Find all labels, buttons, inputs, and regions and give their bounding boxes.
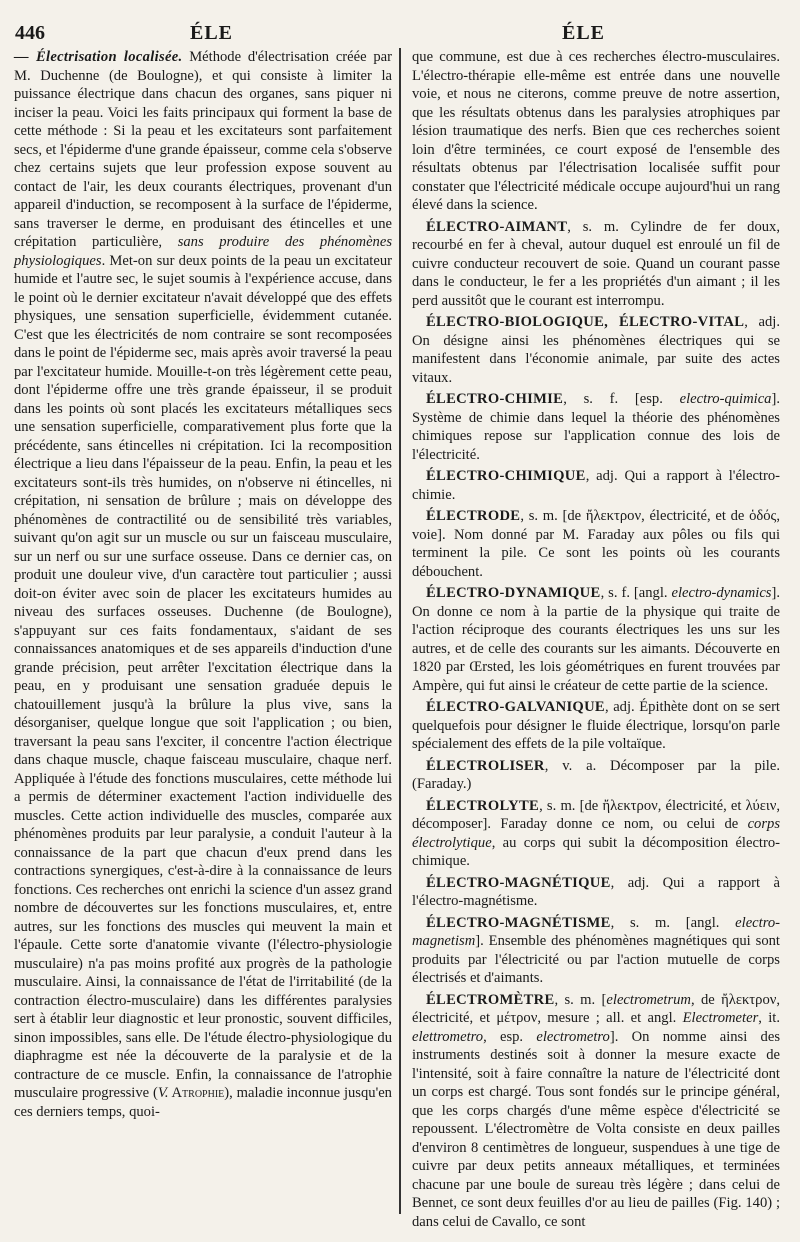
entry-electro-magnetique bbox=[412, 874, 780, 911]
cross-ref-term: Atrophie bbox=[168, 1085, 225, 1101]
definition: ]. On nomme ainsi des instruments destinés soit à donner la mesure exacte de l'intensité, soit à faire connaître la nature de l'électricité dont un corps est chargé. Tous sont fondés sur le principe général, que les corps chargés d'une même espèce d'électricité se repoussent. L'électromètre de Volta consiste en deux pailles d'environ 8 centimètres de longueur, suspendues à une tige de cuivre par deux petits anneaux métalliques, et terminées chacune par une boule de sureau très légère ; dans celui de Bennet, ce sont deux feuilles d'or au lieu de pailles (Fig. 140) ; dans celui de Cavallo, ce sont bbox=[412, 1028, 780, 1230]
definition: , s. f. [angl. bbox=[600, 585, 672, 601]
definition: , s. m. [de ἤλεκτρον, électricité, et λύειν, décomposer]. Faraday donne ce nom, ou celui de bbox=[412, 797, 780, 832]
body-text: Méthode d'électrisation créée par M. Duchenne (de Boulogne), et qui consiste à limiter la puissance électrique dans chacun des organes, sans piquer ni inciser la peau. Voici les faits principaux qui forment la base de cette méthode : Si la peau et les excitateurs sont parfaitement secs, et l'épiderme d'une grande épaisseur, comme cela s'observe chez certains sujets que leur profession expose souvent au contact de l'air, les deux courants électriques, provenant d'un appareil d'induction, se recomposent à la surface de l'épiderme, sans traverser le derme, en produisant des étincelles et une crépitation particulière, bbox=[14, 49, 392, 250]
entry-electro-galvanique bbox=[412, 698, 780, 754]
body-text: ), maladie inconnue jusqu'en ces derniers temps, quoi- bbox=[14, 1085, 392, 1120]
etymology-term: electrometro bbox=[536, 1028, 610, 1045]
entry-electrode bbox=[412, 507, 780, 581]
headword: ÉLECTRO-BIOLOGIQUE, ÉLECTRO-VITAL bbox=[426, 314, 745, 330]
headword: ÉLECTRO-CHIMIQUE bbox=[426, 468, 586, 484]
body-text: . Met-on sur deux points de la peau un excitateur humide et l'autre sec, le sujet soumis à l'expérience accuse, dans le point où le dernier excitateur n'avait développé que des effets physiques, une sensation superficielle, évidemment cutanée. C'est que les électricités de nom contraire se sont recomposées dans le point de l'épiderme sec, mais après avoir traversé la peau par l'excitateur humide. Mouille-t-on très légèrement cette peau, dont l'épiderme offre une très grande épaisseur, il se produit dans les points où sont placés les excitateurs métalliques secs une sensation superficielle, comparativement plus forte que la précédente, sans étincelles ni crépitation. Ici la recomposition électrique a lieu dans l'épaisseur de la peau. Enfin, la peau et les excitateurs sont-ils très humides, on n'observe ni étincelles, ni crépitation, ni sensation de brûlure ; mais on développe des phénomènes de contractilité ou de sensibilité très variables, suivant qu'on agit sur un muscle ou sur un faisceau musculaire, sur un nerf ou sur une surface osseuse. Dans ce dernier cas, on produit une douleur vive, d'un caractère tout particulier ; aussi doit-on éviter avec soin de placer les excitateurs humides au niveau des surfaces osseuses. Duchenne (de Boulogne), s'appuyant sur ces faits fondamentaux, s'aidant de ses connaissances anatomiques et de ses appareils d'induction d'une grande précision, peut arrêter l'excitation électrique dans la peau, en y produisant une sensation graduée depuis le chatouillement jusqu'à la brûlure la plus vive, sans la désorganiser, quelque longue que soit l'application ; ou bien, traversant la peau sans l'exciter, il concentre l'action électrique dans chaque muscle, chaque faisceau musculaire, chaque nerf. Appliquée à l'étude des fonctions musculaires, cette méthode lui a permis de déterminer exactement l'action individuelle des muscles. Cette action individuelle des muscles, comparée aux phénomènes produits par leur paralysie, a conduit l'auteur à la connaissance de la part que chacun d'eux prend dans les contractions synergiques, c'est-à-dire à la connaissance de leurs fonctions. Ces recherches ont enrichi la science d'un assez grand nombre de découvertes sur les fonctions musculaires, et, entre autres, sur les fonctions des muscles qui meuvent la main et l'épaule. Cette sorte d'anatomie vivante (l'électro-physiologie musculaire) n'a pas moins profité aux progrès de la pathologie musculaire. Ainsi, la connaissance de l'état de l'irritabilité (de la contraction électro-musculaire) dans les différentes paralysies sert à établir leur diagnostic et leur pronostic, souvent difficiles, sinon impossibles, sans elle. De l'étude électro-physiologique du diaphragme est née la découverte de la paralysie et de la contracture de ce muscle. Enfin, la connaissance de l'atrophie musculaire progressive ( bbox=[14, 252, 392, 1101]
etymology-term: elettrometro bbox=[412, 1028, 484, 1045]
etymology-term: Electrometer bbox=[682, 1010, 759, 1026]
headword: ÉLECTROLYTE bbox=[426, 797, 540, 814]
etymology-term: electro-magnetism bbox=[412, 914, 780, 949]
entry-electro-magnetisme bbox=[412, 914, 780, 988]
entry-electroliser bbox=[412, 757, 780, 794]
running-head-right: ÉLE bbox=[562, 22, 606, 44]
definition: ]. Ensemble des phénomènes magnétiques qui sont produits par l'électricité ou par l'action mutuelle de corps électrisés et d'aimants. bbox=[412, 933, 780, 986]
page-number: 446 bbox=[15, 22, 45, 44]
entry-electro-dynamique bbox=[412, 584, 780, 695]
definition: , adj. Qui a rapport à l'électro-magnétisme. bbox=[412, 874, 780, 909]
continued-text: que commune, est due à ces recherches électro-musculaires. L'électro-thérapie elle-même est entrée dans une nouvelle voie, et nous ne citerons, comme preuve de notre assertion, que les résultats obtenus dans les paralysies atrophiques par lésion traumatique des nerfs. Bien que ces recherches soient loin d'être terminées, ce court exposé de l'ensemble des résultats obtenus par l'électrisation localisée suffit pour constater que l'électricité médicale occupe aujourd'hui un rang élevé dans la science. bbox=[412, 49, 780, 213]
definition: , s. m. [angl. bbox=[610, 914, 736, 931]
headword: ÉLECTRO-MAGNÉTIQUE bbox=[426, 874, 611, 891]
entry-electro-chimique bbox=[412, 467, 780, 504]
entry-electrometre bbox=[412, 991, 780, 1232]
etymology-term: electro-quimica bbox=[679, 391, 772, 407]
definition: , esp. bbox=[483, 1028, 537, 1045]
definition: , adj. On désigne ainsi les phénomènes électriques qui se manifestent dans l'économie animale, par suite des actes vitaux. bbox=[412, 314, 781, 386]
headword: ÉLECTROMÈTRE bbox=[426, 991, 555, 1008]
definition: , adj. Épithète dont on se sert quelquefois pour désigner le fluide électrique, lorsqu'on parle spécialement des effets de la pile voltaïque. bbox=[412, 699, 780, 752]
entry-electro-aimant bbox=[412, 218, 780, 311]
entry-electro-biologique bbox=[412, 313, 780, 387]
cross-ref-marker: V. bbox=[157, 1085, 169, 1101]
entry-electrolyte bbox=[412, 797, 780, 871]
definition: , s. f. [esp. bbox=[563, 391, 680, 407]
left-column bbox=[14, 48, 392, 1121]
running-header bbox=[10, 22, 790, 50]
definition: , v. a. Décomposer par la pile. (Faraday.) bbox=[412, 757, 780, 792]
headword: ÉLECTRO-MAGNÉTISME bbox=[426, 914, 611, 931]
headword: ÉLECTRO-CHIMIE bbox=[426, 391, 564, 407]
emphasis-text: corps électrolytique bbox=[412, 816, 780, 851]
column-rule bbox=[399, 48, 401, 1214]
headword: ÉLECTRODE bbox=[426, 508, 521, 524]
running-head-left: ÉLE bbox=[190, 22, 234, 44]
definition: , de ἤλεκτρον, électricité, et μέτρον, mesure ; all. et angl. bbox=[412, 991, 780, 1026]
definition: ]. On donne ce nom à la partie de la physique qui traite de l'action réciproque des courants électriques les uns sur les autres, et de celle des courants sur les aimants. Découverte en 1820 par Œrsted, les lois géométriques en furent trouvées par Ampère, qui fut ainsi le créateur de cette partie de la science. bbox=[412, 585, 780, 694]
definition: , s. m. Cylindre de fer doux, recourbé en fer à cheval, autour duquel est enroulé un fil de cuivre conducteur recouvert de soie. Quand un courant passe dans le conducteur, le fer a les propriétés d'un aimant ; il les perd aussitôt que le courant est interrompu. bbox=[412, 218, 780, 309]
right-column bbox=[412, 48, 780, 1231]
headword: ÉLECTRO-GALVANIQUE bbox=[426, 699, 605, 715]
definition: , adj. Qui a rapport à l'électro-chimie. bbox=[412, 468, 780, 503]
etymology-term: electrometrum bbox=[606, 991, 691, 1008]
article-electrisation-localisee bbox=[14, 48, 392, 1121]
definition: , it. bbox=[758, 1010, 780, 1026]
definition: , s. m. [ bbox=[554, 991, 607, 1008]
definition: , s. m. [de ἤλεκτρον, électricité, et de ὁδός, voie]. Nom donné par M. Faraday aux pôles ou fils qui terminent la pile. Ce sont les points où les courants débouchent. bbox=[412, 508, 780, 580]
headword: ÉLECTROLISER bbox=[426, 757, 545, 774]
headword: ÉLECTRO-AIMANT bbox=[426, 218, 568, 235]
etymology-term: electro-dynamics bbox=[671, 585, 772, 601]
emphasis-text: sans produire des phénomènes physiologiques bbox=[14, 234, 392, 269]
headword: — Électrisation localisée. bbox=[14, 49, 183, 65]
entry-electro-chimie bbox=[412, 390, 780, 464]
headword: ÉLECTRO-DYNAMIQUE bbox=[426, 585, 601, 601]
definition: , au corps qui subit la décomposition électro-chimique. bbox=[412, 834, 780, 869]
definition: ]. Système de chimie dans lequel la théorie des phénomènes chimiques repose sur l'application connue des lois de l'électricité. bbox=[412, 391, 780, 463]
